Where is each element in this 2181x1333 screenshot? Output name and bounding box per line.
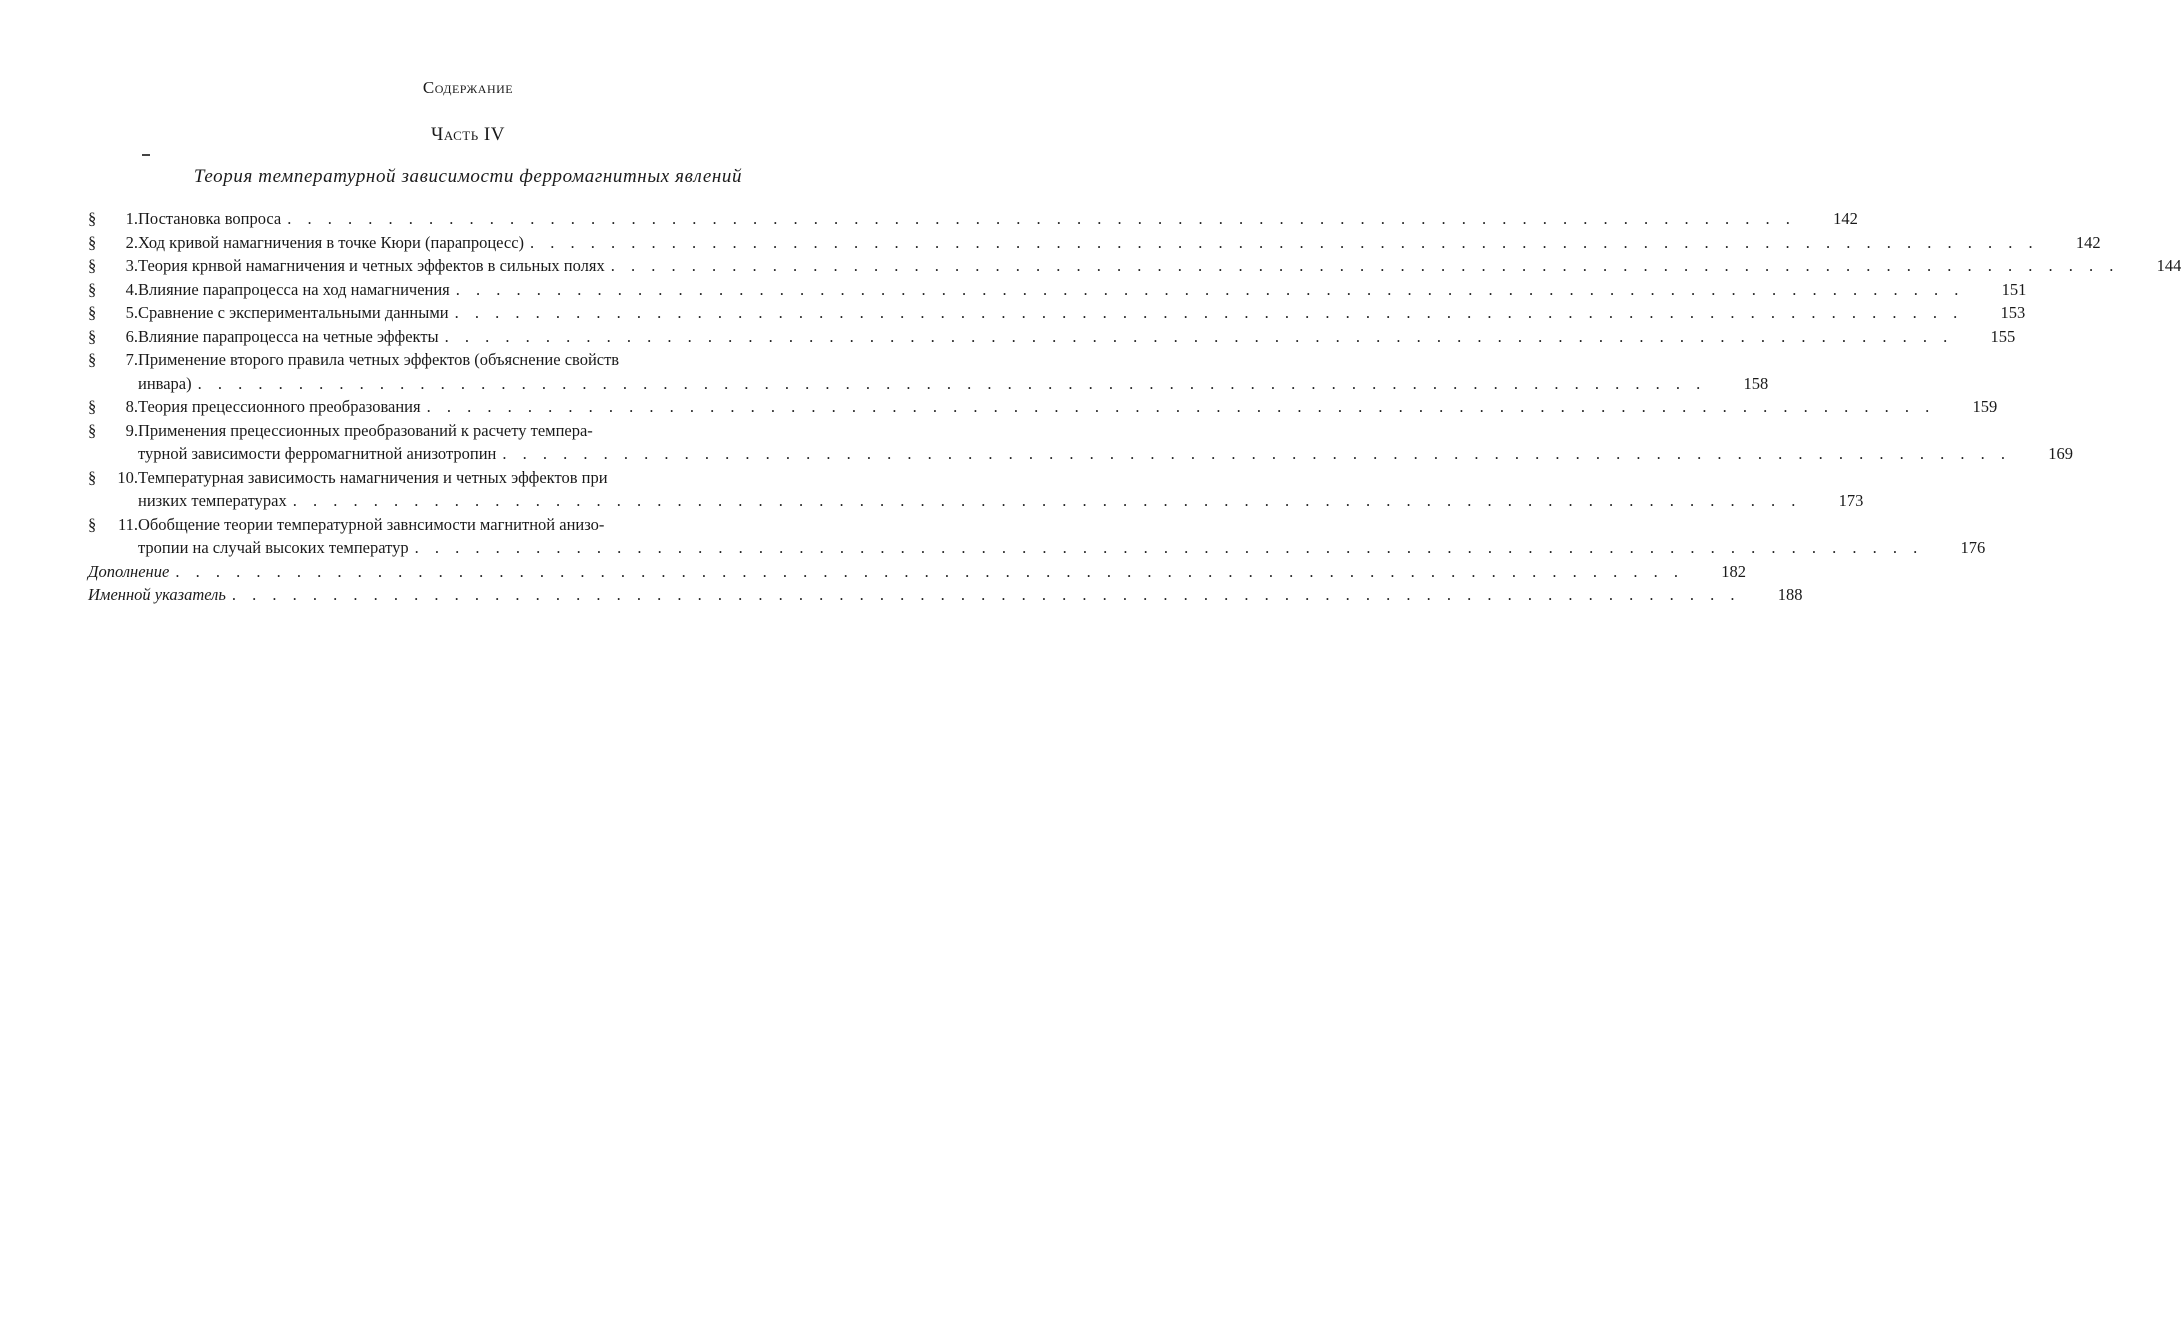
section-marker (88, 231, 138, 255)
leader-dots: . . . . . . . . . . . . . . . . . . . . . . . . . . . . . . . . . . . . . . . . . . . . . . . . . . . . . . . . . . . . . . . . . . . . . . . . . . . (455, 279, 1965, 299)
section-symbol: § (88, 279, 97, 299)
leader-dots: . . . . . . . . . . . . . . . . . . . . . . . . . . . . . . . . . . . . . . . . . . . . . . . . . . . . . . . . . . . . . . . . . . . . . . . . . . . (610, 256, 2120, 275)
toc-line (88, 419, 820, 443)
section-symbol: § (88, 350, 97, 369)
entry-title: Дополнение (88, 561, 170, 581)
leader-dots: . . . . . . . . . . . . . . . . . . . . . . . . . . . . . . . . . . . . . . . . . . . . . . . . . . . . . . . . . . . . . . . . . . . . . . . . . . . (414, 538, 1924, 557)
toc-line (88, 372, 1769, 396)
leader-dots: . . . . . . . . . . . . . . . . . . . . . . . . . . . . . . . . . . . . . . . . . . . . . . . . . . . . . . . . . . . . . . . . . . . . . . . . . . . (530, 232, 2039, 252)
leader-dots: . . . . . . . . . . . . . . . . . . . . . . . . . . . . . . . . . . . . . . . . . . . . . . . . . . . . . . . . . . . . . . . . . . . . . . . . . . . (454, 303, 1964, 322)
toc-entry (88, 513, 1986, 560)
section-symbol: § (88, 232, 97, 252)
entry-title: Применение второго правила четных эффектов (объяснение свойств (138, 350, 620, 369)
entry-title: Сравнение с экспериментальными данными (138, 303, 449, 322)
section-number: 9. (125, 420, 138, 440)
entry-title: инвара) (138, 373, 192, 393)
section-number: 6. (125, 326, 138, 346)
toc-entry (88, 254, 2181, 278)
toc-line (88, 466, 820, 490)
section-marker (88, 513, 138, 537)
entry-title: Именной указатель (88, 585, 226, 604)
toc-line (88, 278, 2027, 302)
toc-line (88, 395, 1998, 419)
section-marker (88, 325, 138, 349)
part-subtitle: Теория температурной зависимости ферромагнитных явлений (193, 166, 743, 187)
toc-line (88, 489, 1864, 513)
page-number: 144 (2156, 256, 2181, 275)
page-number: 153 (2000, 303, 2026, 322)
entry-title: Влияние парапроцесса на четные эффекты (138, 326, 439, 346)
leader-dots: . . . . . . . . . . . . . . . . . . . . . . . . . . . . . . . . . . . . . . . . . . . . . . . . . . . . . . . . . . . . . . . . . . . . . . . . . . . (426, 397, 1936, 416)
toc-line (88, 513, 820, 537)
toc-line (88, 254, 2181, 278)
toc-entry (88, 466, 1864, 513)
section-marker (88, 278, 138, 302)
entry-title: турной зависимости ферромагнитной анизотропин (138, 444, 497, 463)
page-number: 151 (2001, 279, 2027, 299)
contents-title: Содержание (422, 78, 514, 97)
section-number: 2. (125, 232, 138, 252)
section-number: 11. (117, 514, 138, 534)
toc-entry (88, 207, 1858, 231)
leader-dots: . . . . . . . . . . . . . . . . . . . . . . . . . . . . . . . . . . . . . . . . . . . . . . . . . . . . . . . . . . . . . . . . . . . . . . . . . . . (231, 585, 1741, 604)
print-mark (142, 154, 150, 156)
section-number: 8. (125, 397, 138, 416)
page-number: 188 (1777, 585, 1803, 604)
section-number: 10. (117, 467, 138, 487)
section-marker (88, 348, 138, 372)
page-number: 182 (1721, 561, 1746, 581)
toc-line (88, 348, 820, 372)
toc-line (88, 231, 2101, 255)
entry-title: низких температурах (138, 491, 287, 510)
section-number: 5. (125, 303, 138, 322)
page-number: 142 (2075, 232, 2101, 252)
section-symbol: § (88, 514, 97, 534)
section-symbol: § (88, 303, 97, 322)
section-marker (88, 395, 138, 419)
toc-entry (88, 560, 1746, 584)
toc-entry (88, 325, 2016, 349)
leader-dots: . . . . . . . . . . . . . . . . . . . . . . . . . . . . . . . . . . . . . . . . . . . . . . . . . . . . . . . . . . . . . . . . . . . . . . . . . . . (175, 561, 1684, 581)
part-title: Часть IV (431, 124, 505, 145)
toc-line (88, 301, 2026, 325)
entry-title: Применения прецессионных преобразований к расчету темпера- (138, 420, 593, 440)
page-number: 159 (1972, 397, 1998, 416)
page-number: 142 (1833, 209, 1858, 228)
entry-title: Температурная зависимость намагничения и четных эффектов при (138, 467, 608, 487)
toc-entry (88, 583, 1803, 607)
section-number: 4. (125, 279, 138, 299)
section-marker (88, 466, 138, 490)
toc-entry (88, 395, 1998, 419)
leader-dots: . . . . . . . . . . . . . . . . . . . . . . . . . . . . . . . . . . . . . . . . . . . . . . . . . . . . . . . . . . . . . . . . . . . . . . . . . . . (287, 209, 1796, 228)
toc-entry (88, 301, 2026, 325)
toc-line (88, 207, 1858, 231)
section-number: 1. (125, 209, 138, 228)
page-number: 155 (1990, 326, 2016, 346)
toc-line (88, 442, 2073, 466)
entry-title: Постановка вопроса (138, 209, 282, 228)
entry-title: Ход кривой намагничения в точке Кюри (парапроцесс) (138, 232, 525, 252)
entry-title: Влияние парапроцесса на ход намагничения (138, 279, 450, 299)
toc-line (88, 583, 1803, 607)
leader-dots: . . . . . . . . . . . . . . . . . . . . . . . . . . . . . . . . . . . . . . . . . . . . . . . . . . . . . . . . . . . . . . . . . . . . . . . . . . . (502, 444, 2011, 463)
entry-title: Теория прецессионного преобразования (138, 397, 421, 416)
section-symbol: § (88, 209, 97, 228)
leader-dots: . . . . . . . . . . . . . . . . . . . . . . . . . . . . . . . . . . . . . . . . . . . . . . . . . . . . . . . . . . . . . . . . . . . . . . . . . . . (444, 326, 1954, 346)
toc-line (88, 560, 1746, 584)
toc-entry (88, 231, 2101, 255)
section-symbol: § (88, 397, 97, 416)
toc-line (88, 536, 1986, 560)
section-marker (88, 207, 138, 231)
toc-entry (88, 348, 1769, 395)
section-symbol: § (88, 420, 97, 440)
leader-dots: . . . . . . . . . . . . . . . . . . . . . . . . . . . . . . . . . . . . . . . . . . . . . . . . . . . . . . . . . . . . . . . . . . . . . . . . . . . (292, 491, 1802, 510)
section-number: 7. (125, 350, 138, 369)
toc-entry (88, 419, 2073, 466)
section-marker (88, 301, 138, 325)
page-number: 158 (1743, 373, 1769, 393)
section-marker (88, 419, 138, 443)
section-marker (88, 254, 138, 278)
section-symbol: § (88, 326, 97, 346)
leader-dots: . . . . . . . . . . . . . . . . . . . . . . . . . . . . . . . . . . . . . . . . . . . . . . . . . . . . . . . . . . . . . . . . . . . . . . . . . . . (197, 373, 1707, 393)
entry-title: Обобщение теории температурной завнсимости магнитной анизо- (138, 514, 605, 534)
toc-entry (88, 278, 2027, 302)
entry-title: тропии на случай высоких температур (138, 538, 409, 557)
section-number: 3. (125, 256, 138, 275)
entry-title: Теория крнвой намагничения и четных эффектов в сильных полях (138, 256, 605, 275)
section-symbol: § (88, 467, 97, 487)
section-symbol: § (88, 256, 97, 275)
page-number: 176 (1960, 538, 1986, 557)
page-number: 169 (2048, 444, 2073, 463)
page-number: 173 (1838, 491, 1864, 510)
toc-line (88, 325, 2016, 349)
table-of-contents (88, 207, 2181, 607)
